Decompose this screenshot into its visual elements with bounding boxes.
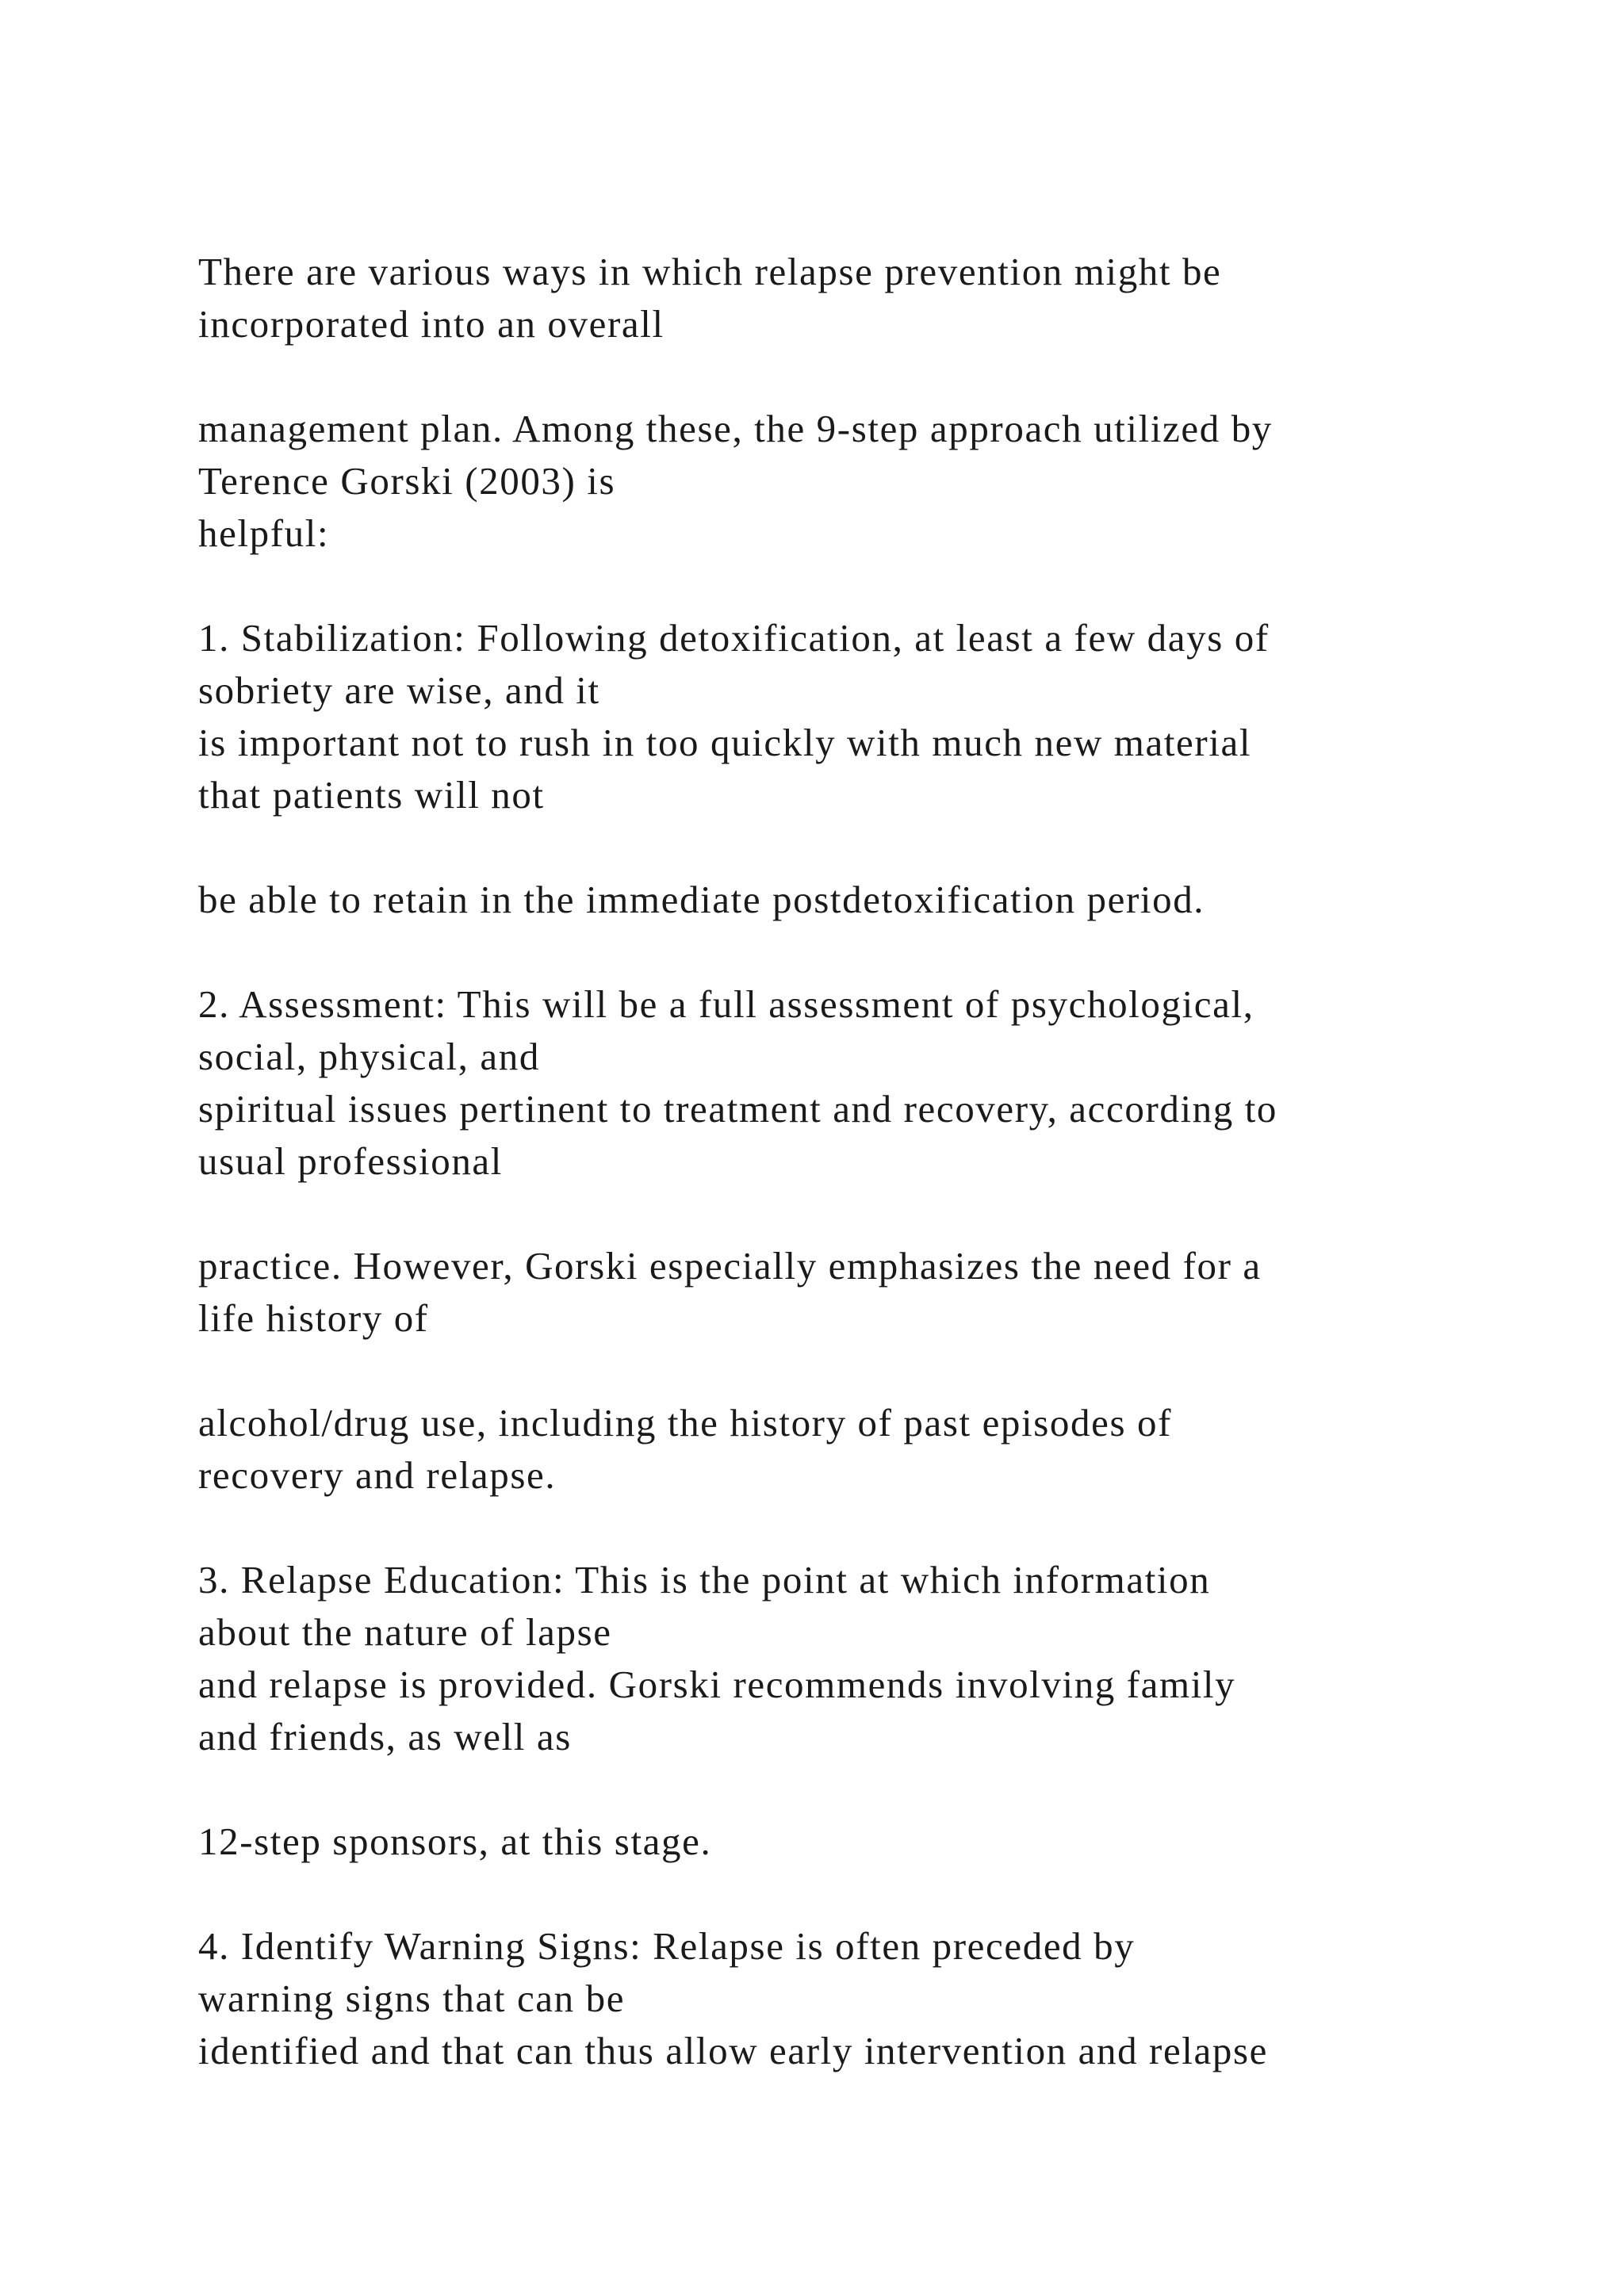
list-item-line: alcohol/drug use, including the history of past episodes of — [198, 1401, 1173, 1445]
list-item-line: 3. Relapse Education: This is the point at which information — [198, 1558, 1211, 1601]
paragraph-gap — [198, 1502, 1546, 1554]
text-line: management plan. Among these, the 9-step approach utilized by — [198, 407, 1273, 450]
paragraph-gap — [198, 350, 1546, 403]
paragraph-gap — [198, 1188, 1546, 1240]
paragraph-gap — [198, 821, 1546, 874]
text-line: Terence Gorski (2003) is — [198, 459, 616, 503]
list-item-line: 12-step sponsors, at this stage. — [198, 1820, 712, 1863]
list-item-line: 1. Stabilization: Following detoxification, at least a few days of — [198, 616, 1270, 660]
paragraph-gap — [198, 1763, 1546, 1816]
list-item-line: that patients will not — [198, 773, 545, 817]
paragraph-gap — [198, 1868, 1546, 1920]
list-item-line: be able to retain in the immediate postdetoxification period. — [198, 878, 1205, 921]
list-item-line: warning signs that can be — [198, 1976, 626, 2020]
list-item-line: usual professional — [198, 1139, 503, 1183]
list-item-line: about the nature of lapse — [198, 1610, 612, 1654]
list-item-line: identified and that can thus allow early intervention and relapse — [198, 2029, 1268, 2072]
list-item-line: is important not to rush in too quickly with much new material — [198, 721, 1252, 764]
list-item-line: 4. Identify Warning Signs: Relapse is often preceded by — [198, 1924, 1136, 1968]
paragraph-gap — [198, 1345, 1546, 1397]
list-item-line: life history of — [198, 1296, 429, 1340]
text-line: incorporated into an overall — [198, 302, 665, 346]
list-item-line: recovery and relapse. — [198, 1453, 557, 1497]
list-item-line: practice. However, Gorski especially emphasizes the need for a — [198, 1244, 1262, 1288]
list-item-line: sobriety are wise, and it — [198, 668, 600, 712]
list-item-line: 2. Assessment: This will be a full assessment of psychological, — [198, 982, 1254, 1026]
document-text — [198, 246, 1546, 2077]
paragraph-gap — [198, 926, 1546, 978]
text-line: There are various ways in which relapse prevention might be — [198, 250, 1222, 293]
paragraph-gap — [198, 560, 1546, 612]
list-item-line: and friends, as well as — [198, 1715, 572, 1758]
list-item-line: spiritual issues pertinent to treatment and recovery, according to — [198, 1087, 1278, 1131]
list-item-line: social, physical, and — [198, 1035, 540, 1078]
text-line: helpful: — [198, 511, 330, 555]
list-item-line: and relapse is provided. Gorski recommends involving family — [198, 1663, 1236, 1706]
